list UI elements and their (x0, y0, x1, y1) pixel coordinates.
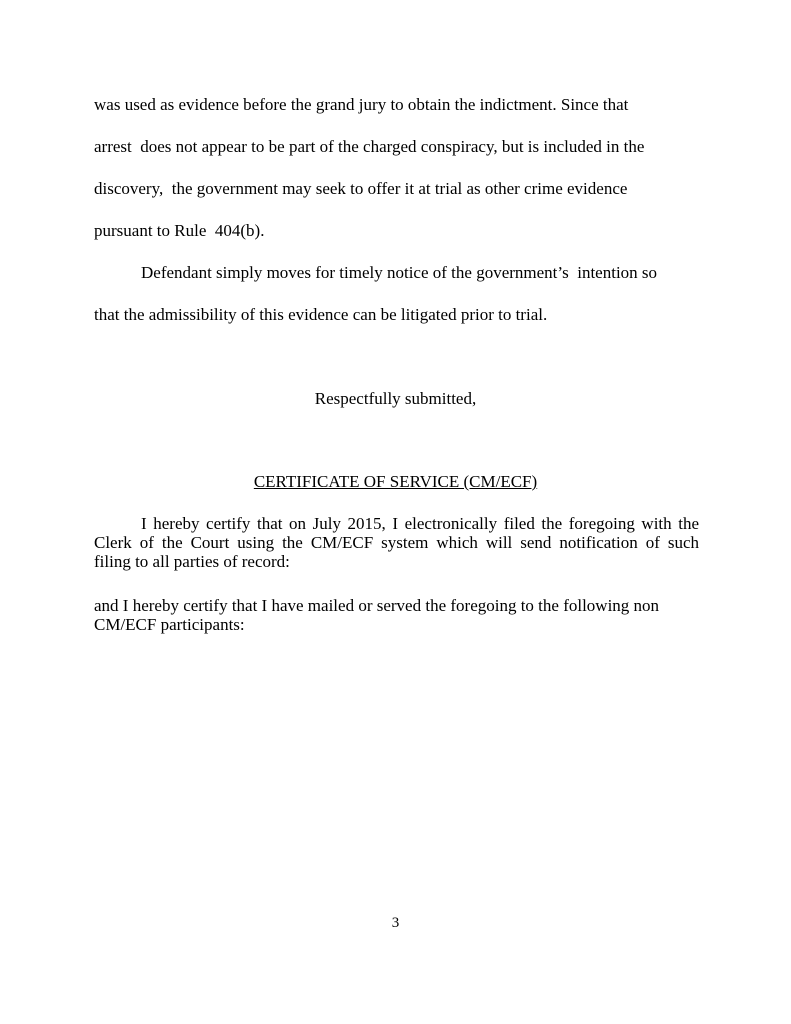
certificate-paragraph-line: and I hereby certify that I have mailed or served the foregoing to the following non (94, 596, 660, 615)
body-paragraph-line: was used as evidence before the grand jury to obtain the indictment. Since that (94, 95, 629, 114)
body-paragraph-line: Defendant simply moves for timely notice of the government’s intention so (141, 263, 658, 282)
certificate-paragraph-line: Clerk of the Court using the CM/ECF system which will send notification of such (94, 533, 699, 552)
body-paragraph-line: that the admissibility of this evidence can be litigated prior to trial. (94, 305, 548, 324)
certificate-paragraph-line: I hereby certify that on July 2015, I electronically filed the foregoing with the (141, 514, 699, 533)
page-number: 3 (391, 915, 400, 931)
certificate-paragraph (94, 514, 699, 571)
certificate-heading-text: CERTIFICATE OF SERVICE (CM/ECF) (253, 472, 538, 491)
certificate-heading (0, 472, 791, 492)
body-paragraph-line: pursuant to Rule 404(b). (94, 221, 265, 240)
certificate-paragraph (94, 596, 714, 634)
certificate-paragraph-line: filing to all parties of record: (94, 552, 290, 571)
body-paragraph-line: discovery, the government may seek to offer it at trial as other crime evidence (94, 179, 628, 198)
body-paragraph-line: arrest does not appear to be part of the charged conspiracy, but is included in the (94, 137, 645, 156)
certificate-paragraph-line: CM/ECF participants: (94, 615, 245, 634)
closing-text: Respectfully submitted, (314, 389, 477, 408)
